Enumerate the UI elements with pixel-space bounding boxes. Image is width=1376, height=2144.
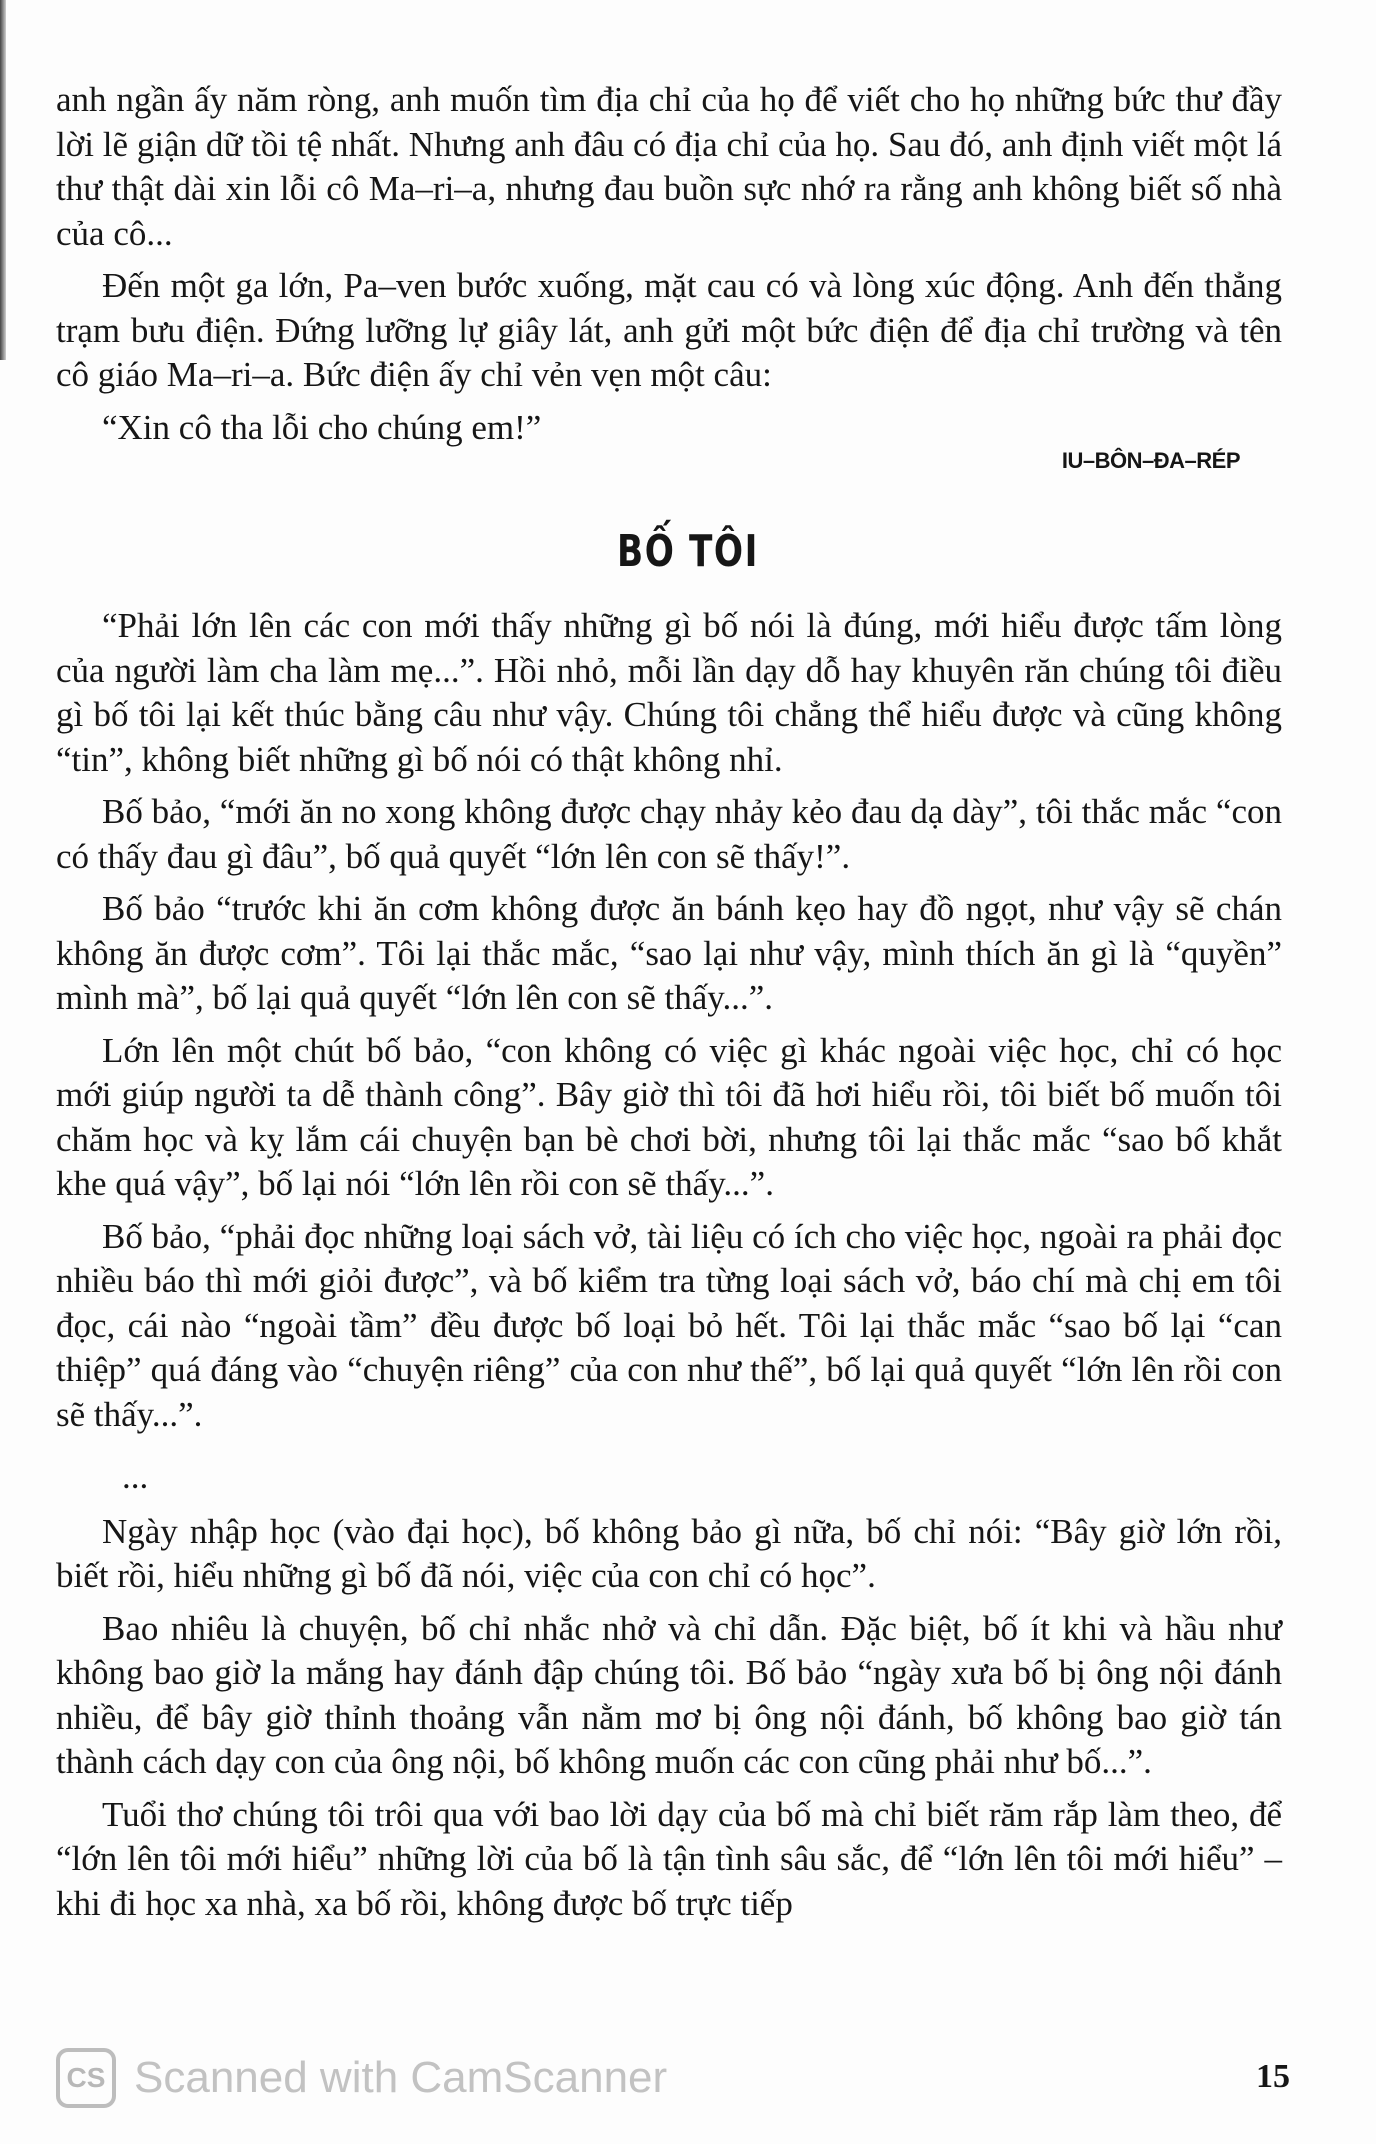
page-number: 15 xyxy=(1256,2058,1290,2095)
chapter-paragraph: Bố bảo, “mới ăn no xong không được chạy nhảy kẻo đau dạ dày”, tôi thắc mắc “con có thấy đau gì đâu”, bố quả quyết “lớn lên con sẽ thấy!”. xyxy=(56,792,1282,876)
page-edge-shadow xyxy=(0,0,6,360)
chapter-body xyxy=(56,604,1282,1934)
chapter-title: BỐ TÔI xyxy=(616,526,760,577)
story-paragraph: Đến một ga lớn, Pa–ven bước xuống, mặt cau có và lòng xúc động. Anh đến thẳng trạm bưu điện. Đứng lưỡng lự giây lát, anh gửi một bức điện để địa chỉ trường và tên cô giáo Ma–ri–a. Bức điện ấy chỉ vẻn vẹn một câu: xyxy=(56,266,1282,394)
story-ending xyxy=(56,78,1282,458)
chapter-paragraph: “Phải lớn lên các con mới thấy những gì bố nói là đúng, mới hiểu được tấm lòng của người làm cha làm mẹ...”. Hồi nhỏ, mỗi lần dạy dỗ hay khuyên răn chúng tôi điều gì bố tôi lại kết thúc bằng câu như vậy. Chúng tôi chẳng thể hiểu được và cũng không “tin”, không biết những gì bố nói có thật không nhỉ. xyxy=(56,606,1282,779)
author-signature: IU–BÔN–ĐA–RÉP xyxy=(1061,448,1240,473)
chapter-paragraph: Ngày nhập học (vào đại học), bố không bảo gì nữa, bố chỉ nói: “Bây giờ lớn rồi, biết rồi, hiểu những gì bố đã nói, việc của con chỉ có học”. xyxy=(56,1511,1282,1595)
watermark-text: Scanned with CamScanner xyxy=(134,2053,668,2102)
chapter-paragraph: Bố bảo, “phải đọc những loại sách vở, tài liệu có ích cho việc học, ngoài ra phải đọc nhiều báo thì mới giỏi được”, và bố kiểm tra từng loại sách vở, báo chí mà chị em tôi đọc, cái nào “ngoài tầm” đều được bố loại bỏ hết. Tôi lại thắc mắc “sao bố lại “can thiệp” quá đáng vào “chuyện riêng” của con như thế”, bố lại quả quyết “lớn lên rồi con sẽ thấy...”. xyxy=(56,1216,1282,1434)
chapter-paragraph: Bao nhiêu là chuyện, bố chỉ nhắc nhở và chỉ dẫn. Đặc biệt, bố ít khi và hầu như không bao giờ la mắng hay đánh đập chúng tôi. Bố bảo “ngày xưa bố bị ông nội đánh nhiều, để bây giờ thỉnh thoảng vẫn nằm mơ bị ông nội đánh, bố không bao giờ tán thành cách dạy con của ông nội, bố không muốn các con cũng phải như bố...”. xyxy=(56,1608,1282,1781)
camscanner-logo-icon: CS xyxy=(56,2048,116,2108)
story-quote: “Xin cô tha lỗi cho chúng em!” xyxy=(102,407,542,447)
story-paragraph: anh ngần ấy năm ròng, anh muốn tìm địa chỉ của họ để viết cho họ những bức thư đầy lời lẽ giận dữ tồi tệ nhất. Nhưng anh đâu có địa chỉ của họ. Sau đó, anh định viết một lá thư thật dài xin lỗi cô Ma–ri–a, nhưng đau buồn sực nhớ ra rằng anh không biết số nhà của cô... xyxy=(56,80,1282,253)
camscanner-watermark xyxy=(56,2046,667,2110)
chapter-paragraph: Bố bảo “trước khi ăn cơm không được ăn bánh kẹo hay đồ ngọt, như vậy sẽ chán không ăn được cơm”. Tôi lại thắc mắc, “sao lại như vậy, mình thích ăn gì là “quyền” mình mà”, bố lại quả quyết “lớn lên con sẽ thấy...”. xyxy=(56,889,1282,1017)
section-break: ... xyxy=(122,1457,149,1496)
chapter-paragraph: Tuổi thơ chúng tôi trôi qua với bao lời dạy của bố mà chỉ biết răm rắp làm theo, để “lớn lên tôi mới hiểu” những lời của bố là tận tình sâu sắc, để “lớn lên tôi mới hiểu” – khi đi học xa nhà, xa bố rồi, không được bố trực tiếp xyxy=(56,1794,1282,1923)
chapter-paragraph: Lớn lên một chút bố bảo, “con không có việc gì khác ngoài việc học, chỉ có học mới giúp người ta dễ thành công”. Bây giờ thì tôi đã hơi hiểu rồi, tôi biết bố muốn tôi chăm học và kỵ lắm cái chuyện bạn bè chơi bời, nhưng tôi lại thắc mắc “sao bố khắt khe quá vậy”, bố lại nói “lớn lên rồi con sẽ thấy...”. xyxy=(56,1030,1282,1203)
